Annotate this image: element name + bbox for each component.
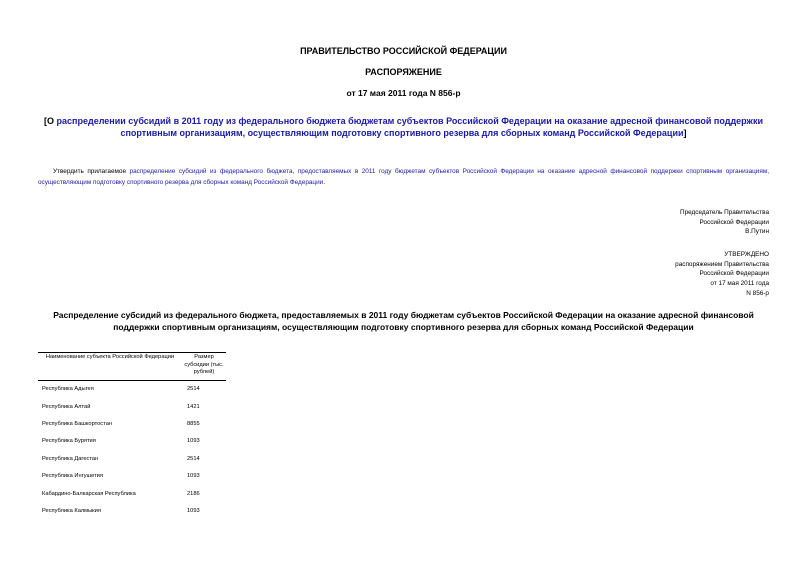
region-cell: Республика Ингушетия bbox=[42, 473, 103, 480]
table-row bbox=[38, 433, 226, 450]
subject-bracket-open: [ bbox=[44, 116, 48, 126]
approved-number: N 856-р bbox=[746, 289, 769, 297]
amount-cell: 2186 bbox=[187, 490, 200, 497]
region-cell: Кабардино-Балкарская Республика bbox=[42, 490, 136, 497]
amount-cell: 1421 bbox=[187, 403, 200, 410]
subject-link[interactable]: распределении субсидий в 2011 году из федерального бюджета бюджетам субъектов Российской Федерации на оказание адресной финансовой поддержки спортивным организациям, осуществляющим подготовку спортивного резерва для сборных команд Российской Федерации bbox=[56, 116, 763, 138]
region-cell: Республика Бурятия bbox=[42, 438, 96, 445]
table-row bbox=[38, 398, 226, 415]
approval-suffix: . bbox=[323, 179, 326, 186]
amount-cell: 1093 bbox=[187, 507, 200, 514]
table-row bbox=[38, 467, 226, 484]
region-cell: Республика Башкортостан bbox=[42, 420, 112, 427]
table-row bbox=[38, 502, 226, 519]
subject-prefix: О bbox=[47, 116, 57, 126]
amount-cell: 2514 bbox=[187, 386, 200, 393]
approved-label: УТВЕРЖДЕНО bbox=[724, 251, 769, 258]
amount-cell: 1093 bbox=[187, 438, 200, 445]
approval-paragraph bbox=[38, 166, 769, 188]
region-cell: Республика Адыгея bbox=[42, 386, 94, 393]
signer-name: В.Путин bbox=[745, 228, 769, 236]
region-cell: Республика Алтай bbox=[42, 403, 91, 410]
document-subject bbox=[38, 115, 769, 139]
approved-by: распоряжением Правительства bbox=[675, 260, 769, 268]
approval-prefix: Утвердить прилагаемое bbox=[53, 168, 130, 175]
signer-organization: Российской Федерации bbox=[699, 218, 769, 226]
table-row bbox=[38, 380, 226, 398]
approved-organization: Российской Федерации bbox=[699, 270, 769, 278]
table-header-row bbox=[38, 353, 226, 381]
distribution-title: Распределение субсидий из федерального бюджета, предоставляемых в 2011 году бюджетам субъектов Российской Федерации на оказание адресной финансовой поддержки спортивным организациям, осуществляющим подготовку спортивного резерва для сборных команд Российской Федерации bbox=[53, 310, 754, 332]
column-header-amount: Размер субсидии (тыс. рублей) bbox=[182, 353, 226, 381]
signer-title: Председатель Правительства bbox=[680, 209, 769, 216]
region-cell: Республика Дагестан bbox=[42, 455, 99, 462]
amount-cell: 8855 bbox=[187, 420, 200, 427]
table-row bbox=[38, 450, 226, 467]
subsidy-table bbox=[38, 352, 226, 520]
signature-block bbox=[680, 208, 769, 237]
government-heading: ПРАВИТЕЛЬСТВО РОССИЙСКОЙ ФЕДЕРАЦИИ bbox=[300, 46, 507, 56]
amount-cell: 2514 bbox=[187, 455, 200, 462]
approval-link[interactable]: распределение субсидий из федерального бюджета, предоставляемых в 2011 году бюджетам субъектов Российской Федерации на оказание адресной финансовой поддержки спортивным организациям, осуществляющим подготовку спортивного резерва для сборных команд Российской Федерации bbox=[38, 168, 770, 186]
table-row bbox=[38, 485, 226, 502]
amount-cell: 1093 bbox=[187, 473, 200, 480]
approved-stamp-block bbox=[675, 250, 769, 299]
approved-date: от 17 мая 2011 года bbox=[710, 280, 769, 288]
document-type-heading: РАСПОРЯЖЕНИЕ bbox=[365, 67, 442, 77]
column-header-region: Наименование субъекта Российской Федерации bbox=[38, 353, 182, 381]
table-row bbox=[38, 415, 226, 432]
subject-bracket-close: ] bbox=[683, 128, 687, 138]
document-date: от 17 мая 2011 года N 856-р bbox=[346, 88, 461, 98]
region-cell: Республика Калмыкия bbox=[42, 507, 101, 514]
